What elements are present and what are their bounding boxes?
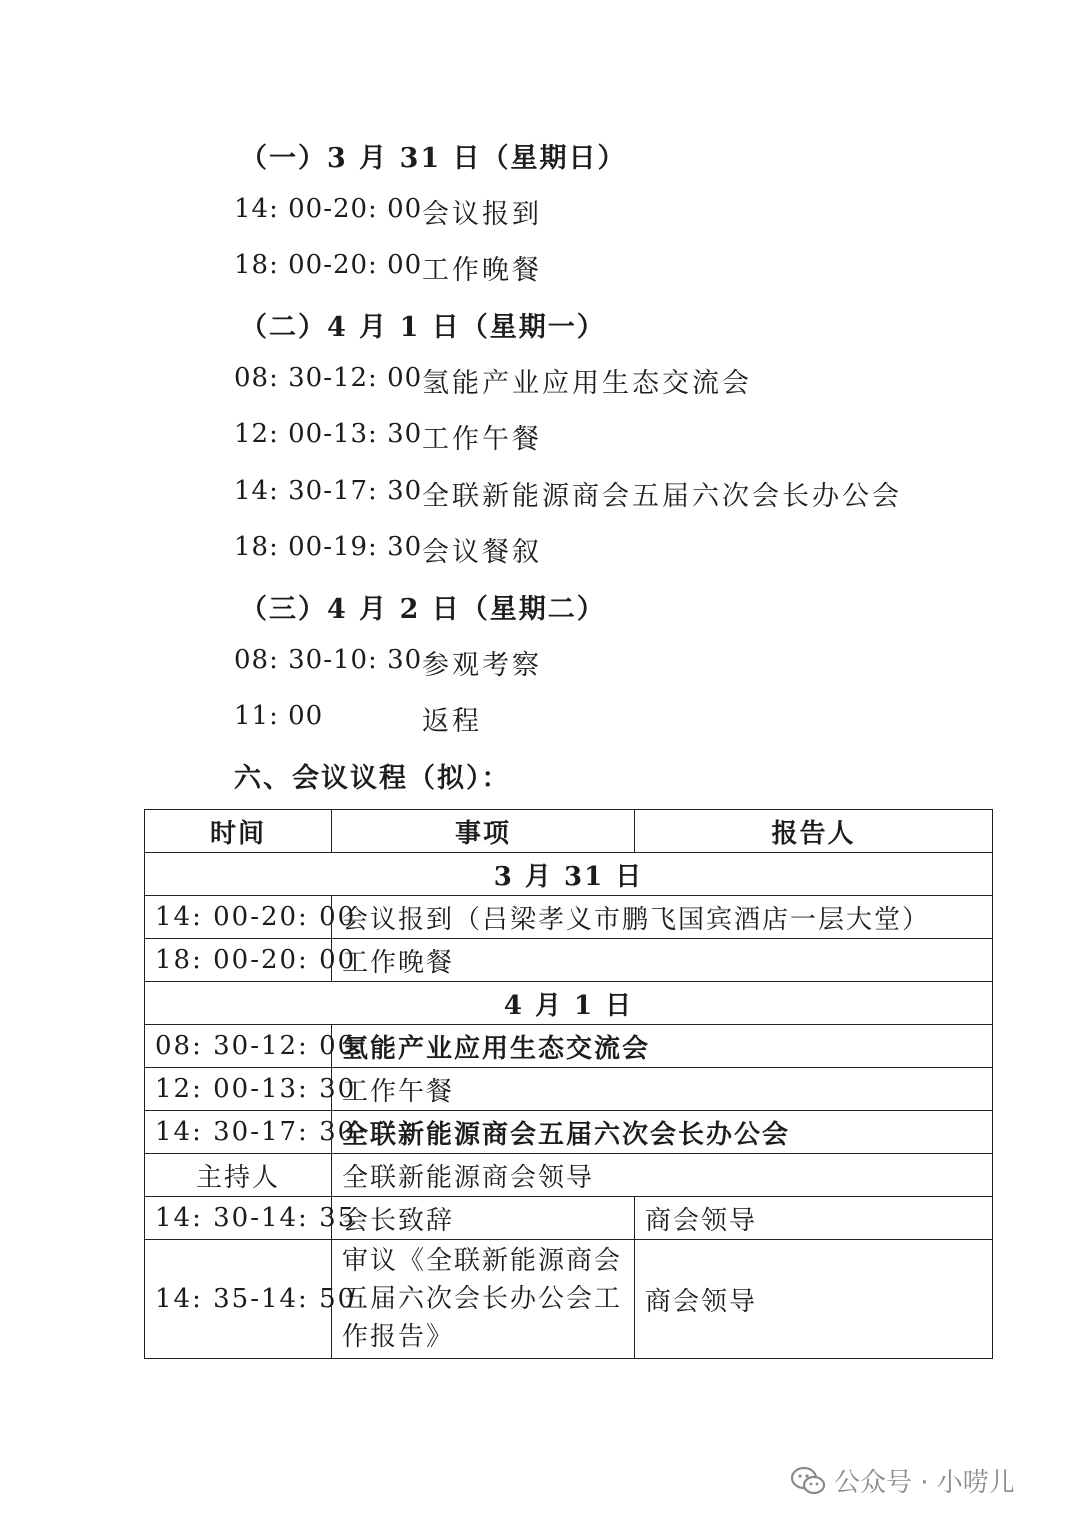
reporter-cell: 商会领导	[635, 1197, 993, 1240]
table-row	[145, 939, 993, 982]
reporter-cell: 商会领导	[635, 1240, 993, 1359]
time-cell: 18: 00-20: 00	[145, 939, 332, 982]
table-row	[145, 1068, 993, 1111]
schedule-time: 14: 30-17: 30	[234, 476, 423, 506]
agenda-table	[144, 809, 993, 1359]
table-row	[145, 1240, 993, 1359]
item-cell: 工作午餐	[332, 1068, 993, 1111]
day1-heading: （一）3 月 31 日（星期日）	[240, 143, 627, 174]
item-cell: 全联新能源商会五届六次会长办公会	[332, 1111, 993, 1154]
table-row	[145, 896, 993, 939]
header-item: 事项	[332, 810, 635, 853]
table-row	[145, 1111, 993, 1154]
time-cell: 14: 00-20: 00	[145, 896, 332, 939]
time-cell: 08: 30-12: 00	[145, 1025, 332, 1068]
time-cell: 14: 30-14: 35	[145, 1197, 332, 1240]
header-reporter: 报告人	[635, 810, 993, 853]
schedule-time: 08: 30-12: 00	[234, 363, 423, 393]
item-cell: 会长致辞	[332, 1197, 635, 1240]
header-time: 时间	[145, 810, 332, 853]
table-row	[145, 1197, 993, 1240]
schedule-item: 会议报到	[422, 199, 542, 230]
item-cell: 审议《全联新能源商会五届六次会长办公会工作报告》	[332, 1240, 635, 1359]
item-cell: 氢能产业应用生态交流会	[332, 1025, 993, 1068]
table-row	[145, 1025, 993, 1068]
table-row	[145, 1154, 993, 1197]
item-cell: 会议报到（吕梁孝义市鹏飞国宾酒店一层大堂）	[332, 896, 993, 939]
time-cell: 14: 30-17: 30	[145, 1111, 332, 1154]
item-cell: 工作晚餐	[332, 939, 993, 982]
time-cell: 14: 35-14: 50	[145, 1240, 332, 1359]
item-cell: 全联新能源商会领导	[332, 1154, 993, 1197]
date-cell: 3 月 31 日	[145, 853, 993, 896]
schedule-time: 18: 00-19: 30	[234, 532, 423, 562]
schedule-time: 14: 00-20: 00	[234, 194, 423, 224]
schedule-item: 会议餐叙	[422, 537, 542, 568]
schedule-item: 工作午餐	[422, 424, 542, 455]
table-header-row	[145, 810, 993, 853]
wechat-icon	[790, 1466, 826, 1496]
schedule-time: 12: 00-13: 30	[234, 419, 423, 449]
time-cell: 12: 00-13: 30	[145, 1068, 332, 1111]
date-row	[145, 853, 993, 896]
date-cell: 4 月 1 日	[145, 982, 993, 1025]
day3-heading: （三）4 月 2 日（星期二）	[240, 594, 606, 625]
date-row	[145, 982, 993, 1025]
schedule-time: 08: 30-10: 30	[234, 645, 423, 675]
watermark-text: 公众号 · 小唠儿	[834, 1468, 1015, 1498]
schedule-item: 氢能产业应用生态交流会	[422, 368, 752, 399]
schedule-item: 全联新能源商会五届六次会长办公会	[422, 481, 902, 512]
schedule-item: 参观考察	[422, 650, 542, 681]
schedule-time: 18: 00-20: 00	[234, 250, 423, 280]
watermark	[790, 1462, 1015, 1499]
day2-heading: （二）4 月 1 日（星期一）	[240, 312, 606, 343]
host-label-cell: 主持人	[145, 1154, 332, 1197]
schedule-item: 返程	[422, 706, 482, 737]
schedule-item: 工作晚餐	[422, 255, 542, 286]
section6-title: 六、会议议程（拟）：	[234, 763, 511, 794]
schedule-time: 11: 00	[234, 701, 324, 731]
